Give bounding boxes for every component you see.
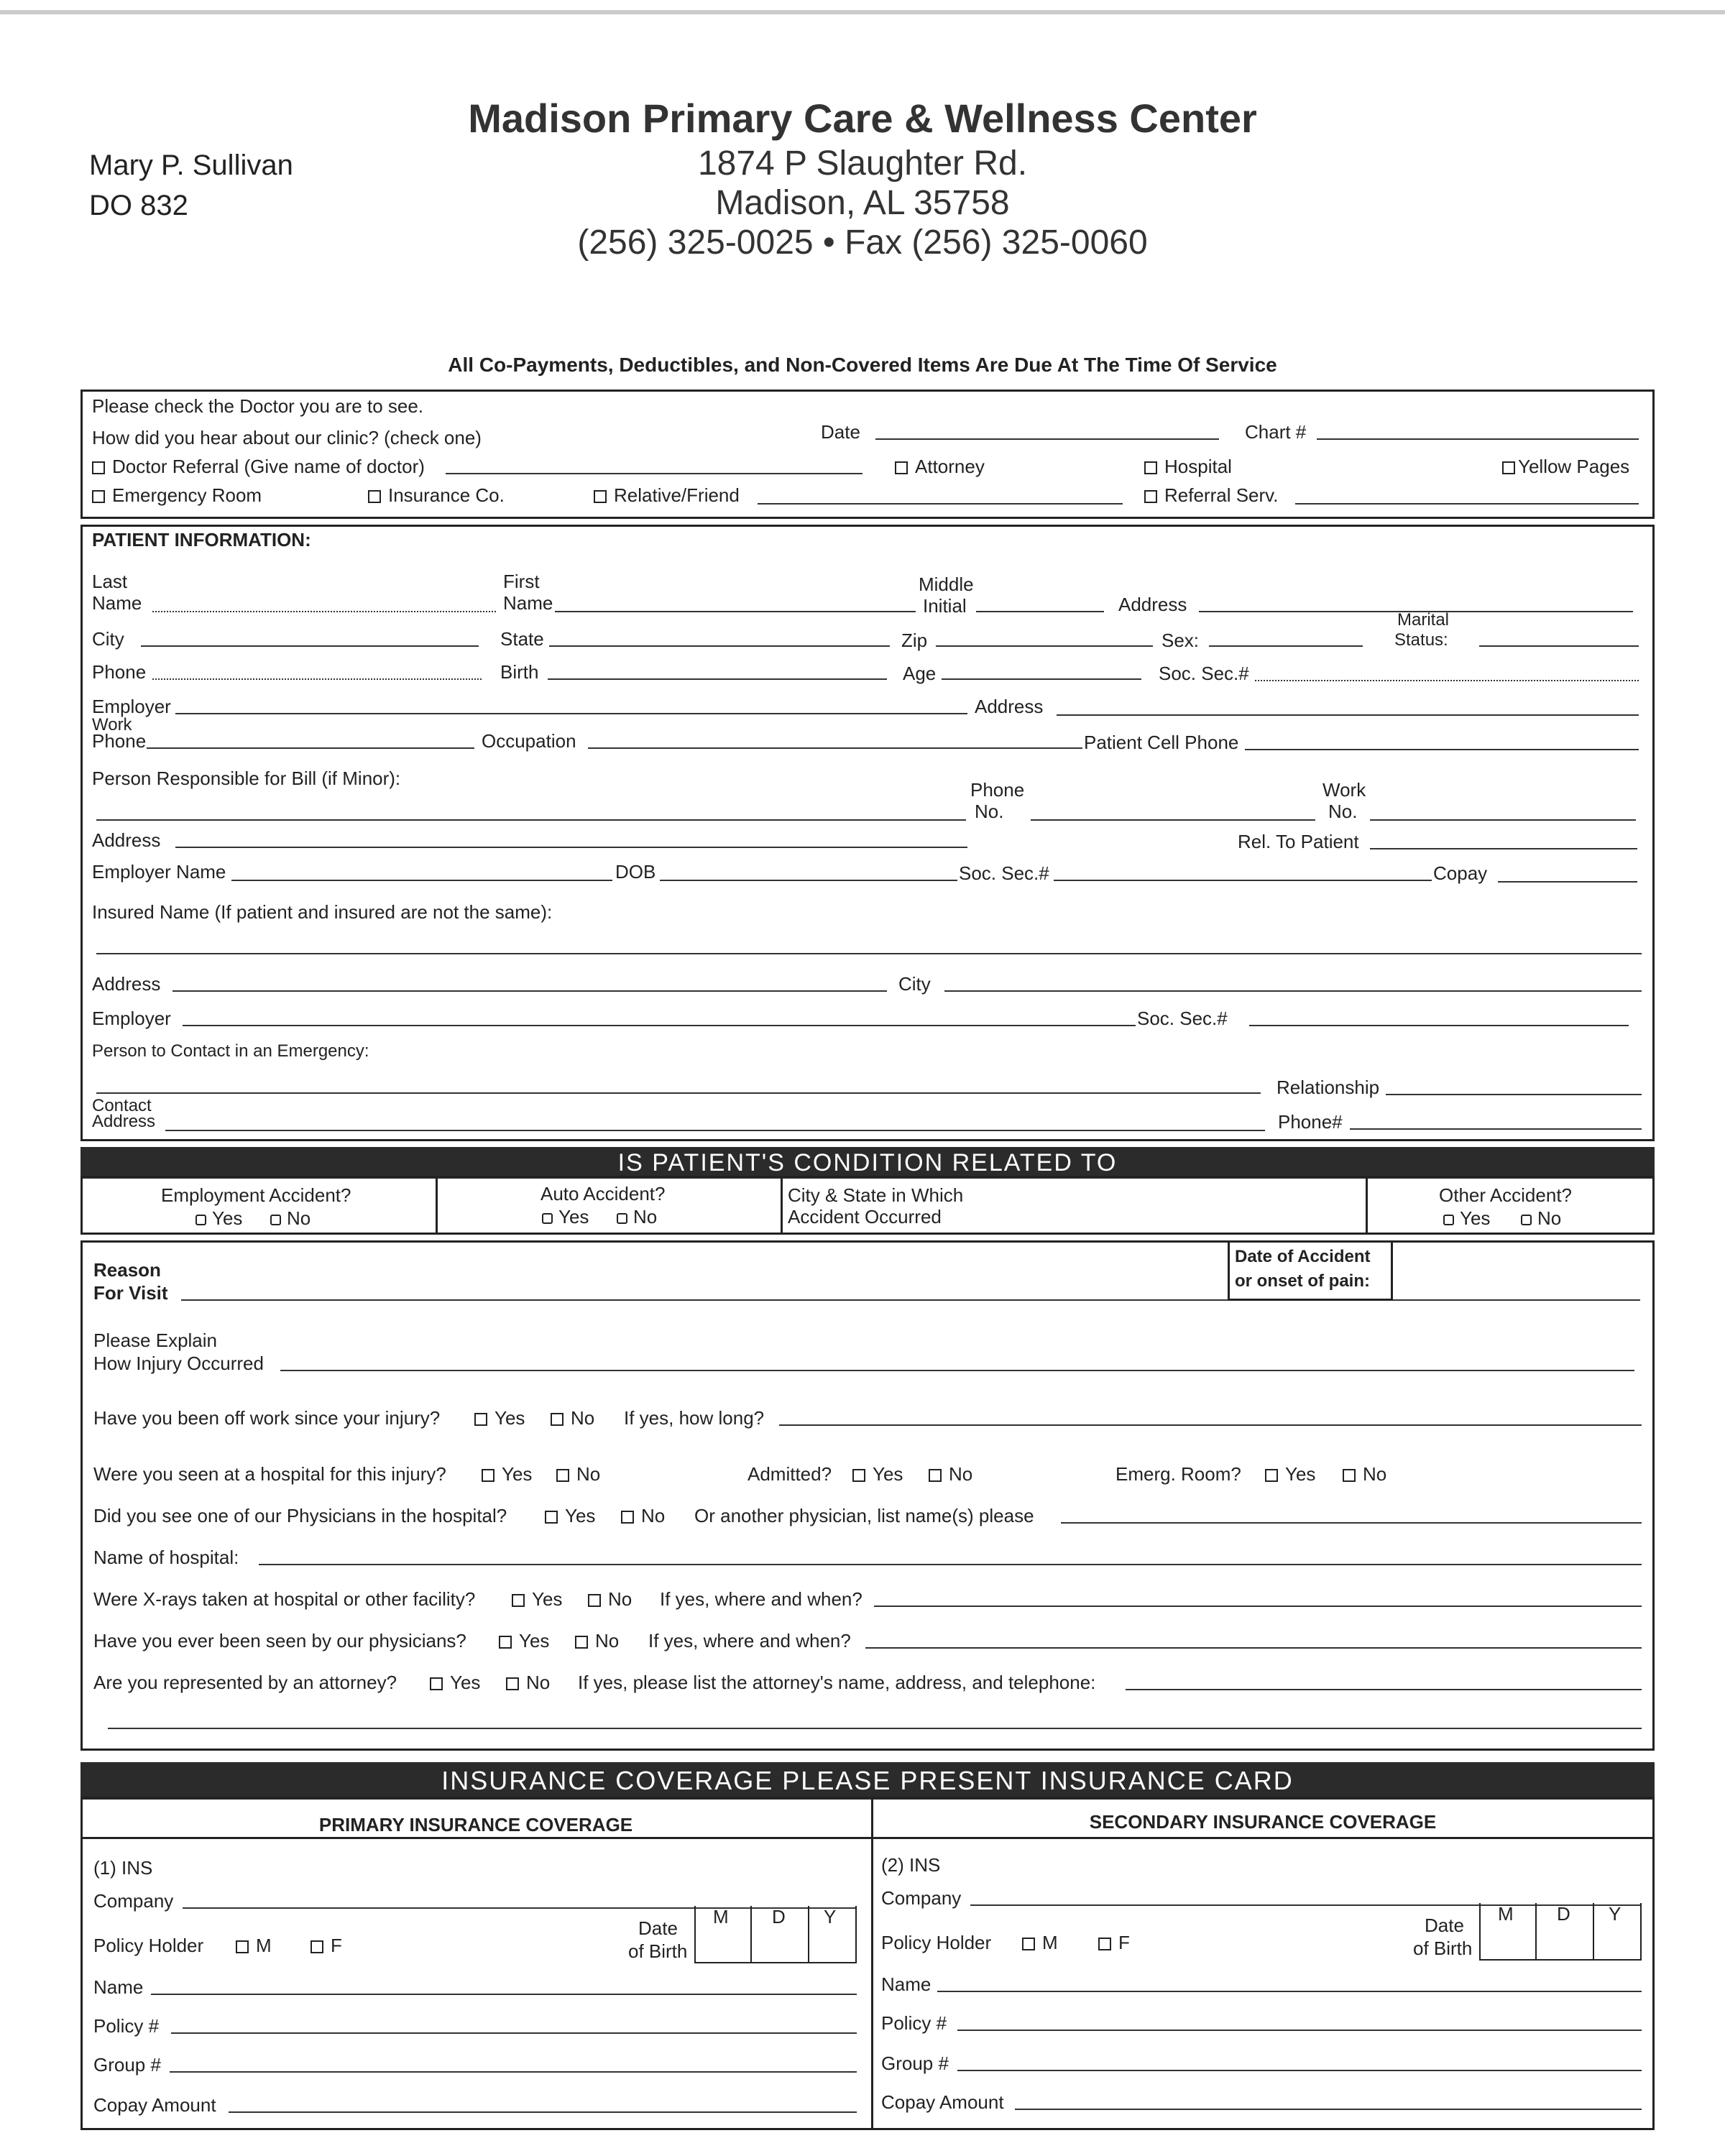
- checkbox[interactable]: [1144, 461, 1157, 474]
- resp-soc-sec-label: Soc. Sec.#: [959, 862, 1049, 884]
- no-label: No: [571, 1407, 595, 1429]
- address-label: Address: [1118, 594, 1187, 615]
- date-accident-label-2: or onset of pain:: [1235, 1271, 1370, 1291]
- secondary-of-birth-label: of Birth: [1413, 1938, 1473, 1959]
- phone-no-label-b: No.: [975, 801, 1004, 822]
- last-name-field[interactable]: [152, 611, 496, 612]
- secondary-policy-label: Policy #: [881, 2012, 947, 2034]
- checkbox[interactable]: [482, 1469, 494, 1482]
- secondary-m-option[interactable]: [1022, 1932, 1058, 1953]
- dob-divider: [1535, 1903, 1537, 1961]
- secondary-dob-y: Y: [1609, 1903, 1622, 1925]
- primary-date-label: Date: [638, 1917, 678, 1939]
- m-label: M: [1042, 1932, 1058, 1953]
- secondary-group-field[interactable]: [957, 2070, 1642, 2071]
- hospital-option[interactable]: [1144, 456, 1232, 477]
- our-physicians-yes-option[interactable]: [545, 1505, 595, 1526]
- seen-before-question: Have you ever been seen by our physicians?: [93, 1630, 466, 1651]
- insurance-box: [80, 1797, 1655, 2130]
- checkbox[interactable]: [1022, 1938, 1035, 1950]
- xrays-yes-option[interactable]: [512, 1588, 562, 1610]
- phone-label: Phone: [92, 661, 147, 683]
- primary-policy-field[interactable]: [171, 2032, 857, 2034]
- checkbox[interactable]: [1521, 1215, 1532, 1225]
- no-label: No: [641, 1505, 666, 1526]
- how-long-label: If yes, how long?: [624, 1407, 765, 1429]
- last-label: Last: [92, 571, 128, 592]
- insured-city-field[interactable]: [944, 990, 1642, 992]
- no-label: No: [595, 1630, 620, 1651]
- our-physicians-no-option[interactable]: [621, 1505, 665, 1526]
- emergency-room-label: Emergency Room: [112, 484, 262, 506]
- seen-hospital-no-option[interactable]: [556, 1463, 600, 1485]
- employer-label: Employer: [92, 696, 171, 717]
- copay-field[interactable]: [1498, 881, 1637, 883]
- primary-m-option[interactable]: [236, 1935, 272, 1956]
- work-no-label-b: No.: [1328, 801, 1358, 822]
- name-hospital-field[interactable]: [259, 1564, 1642, 1565]
- checkbox[interactable]: [1265, 1469, 1278, 1482]
- attorney-question: Are you represented by an attorney?: [93, 1672, 397, 1693]
- how-injury-label: How Injury Occurred: [93, 1353, 264, 1374]
- primary-policy-holder-label: Policy Holder: [93, 1935, 204, 1956]
- checkbox[interactable]: [368, 490, 381, 503]
- xrays-where-field[interactable]: [874, 1606, 1642, 1607]
- primary-copay-label: Copay Amount: [93, 2094, 216, 2116]
- first-label: First: [503, 571, 540, 592]
- birth-label: Birth: [500, 661, 539, 683]
- auto-accident-label: Auto Accident?: [540, 1183, 666, 1204]
- age-field[interactable]: [942, 678, 1141, 680]
- how-long-field[interactable]: [779, 1424, 1642, 1426]
- status-label: Status:: [1394, 630, 1448, 650]
- employer-address-label: Address: [975, 696, 1044, 717]
- checkbox[interactable]: [310, 1940, 323, 1953]
- date-accident-field[interactable]: [1393, 1299, 1640, 1301]
- xrays-question: Were X-rays taken at hospital or other facility?: [93, 1588, 476, 1610]
- seen-before-where-field[interactable]: [865, 1647, 1642, 1649]
- hospital-label: Hospital: [1164, 456, 1232, 477]
- ins1-label: (1) INS: [93, 1857, 153, 1879]
- zip-field[interactable]: [936, 645, 1153, 647]
- dob-divider: [1593, 1903, 1594, 1961]
- admitted-no-option[interactable]: [929, 1463, 972, 1485]
- resp-soc-sec-field[interactable]: [1054, 880, 1432, 881]
- checkbox[interactable]: [499, 1636, 512, 1649]
- emergency-contact-field[interactable]: [96, 1092, 1261, 1094]
- checkbox[interactable]: [430, 1677, 443, 1690]
- checkbox[interactable]: [92, 461, 105, 474]
- emerg-room-no-option[interactable]: [1343, 1463, 1386, 1485]
- secondary-copay-field[interactable]: [1015, 2109, 1642, 2110]
- contact-phone-label: Phone#: [1278, 1111, 1343, 1133]
- clinic-name: Madison Primary Care & Wellness Center: [468, 96, 1257, 141]
- date-accident-label-1: Date of Accident: [1235, 1247, 1371, 1266]
- employment-yes-option[interactable]: [196, 1207, 242, 1229]
- other-no-option[interactable]: [1521, 1207, 1561, 1229]
- checkbox[interactable]: [895, 461, 908, 474]
- checkbox[interactable]: [852, 1469, 865, 1482]
- our-physicians-question: Did you see one of our Physicians in the hospital?: [93, 1505, 507, 1526]
- date-field[interactable]: [875, 438, 1219, 440]
- employer-address-field[interactable]: [1057, 714, 1639, 716]
- doctor-name: Mary P. Sullivan: [89, 149, 293, 181]
- contact-label: Contact: [92, 1096, 152, 1115]
- soc-sec-field[interactable]: [1255, 680, 1639, 681]
- checkbox[interactable]: [270, 1215, 281, 1225]
- age-label: Age: [903, 663, 937, 684]
- clinic-phones: (256) 325-0025 • Fax (256) 325-0060: [577, 224, 1148, 262]
- checkbox[interactable]: [512, 1594, 525, 1607]
- referral-serv-field[interactable]: [1295, 503, 1639, 505]
- checkbox[interactable]: [542, 1213, 553, 1224]
- xrays-no-option[interactable]: [588, 1588, 632, 1610]
- dob-label: DOB: [615, 861, 656, 883]
- primary-dob-d: D: [772, 1906, 786, 1927]
- responsible-phone-field[interactable]: [1031, 819, 1315, 821]
- how-injury-field[interactable]: [280, 1370, 1634, 1371]
- date-label: Date: [821, 421, 860, 443]
- work-phone-field[interactable]: [147, 747, 474, 749]
- checkbox[interactable]: [551, 1413, 564, 1426]
- checkbox[interactable]: [1443, 1215, 1454, 1225]
- seen-hospital-question: Were you seen at a hospital for this injury?: [93, 1463, 446, 1485]
- referral-serv-option[interactable]: [1144, 484, 1278, 506]
- secondary-copay-label: Copay Amount: [881, 2091, 1004, 2113]
- yes-label: Yes: [558, 1206, 589, 1227]
- relative-friend-field[interactable]: [758, 503, 1123, 505]
- doctor-referral-label: Doctor Referral (Give name of doctor): [112, 456, 425, 477]
- checkbox[interactable]: [575, 1636, 588, 1649]
- contact-phone-field[interactable]: [1350, 1128, 1642, 1130]
- yes-label: Yes: [494, 1407, 525, 1429]
- off-work-no-option[interactable]: [551, 1407, 594, 1429]
- city-state-label-2: Accident Occurred: [788, 1206, 942, 1227]
- yellow-pages-label: Yellow Pages: [1518, 456, 1630, 477]
- another-physician-label: Or another physician, list name(s) please: [694, 1505, 1034, 1526]
- soc-sec-label: Soc. Sec.#: [1159, 663, 1249, 684]
- emerg-room-label: Emerg. Room?: [1116, 1463, 1241, 1485]
- primary-name-label: Name: [93, 1976, 144, 1998]
- condition-divider: [1366, 1176, 1368, 1235]
- city-label: City: [92, 628, 124, 650]
- work-label: Work: [92, 715, 132, 734]
- rel-to-patient-label: Rel. To Patient: [1238, 831, 1359, 852]
- condition-bar: IS PATIENT'S CONDITION RELATED TO: [80, 1147, 1655, 1179]
- checkbox[interactable]: [92, 490, 105, 503]
- doctor-id: DO 832: [89, 190, 188, 221]
- m-label: M: [256, 1935, 272, 1956]
- zip-label: Zip: [901, 630, 928, 651]
- f-label: F: [331, 1935, 342, 1956]
- secondary-dob-m: M: [1498, 1903, 1514, 1925]
- no-label: No: [633, 1206, 658, 1227]
- employer-name-field[interactable]: [231, 880, 612, 881]
- patient-info-title: PATIENT INFORMATION:: [92, 529, 311, 550]
- dob-field[interactable]: [660, 880, 957, 881]
- first-name-field[interactable]: [555, 611, 916, 612]
- insurance-bar: INSURANCE COVERAGE PLEASE PRESENT INSURANCE CARD: [80, 1762, 1655, 1800]
- phone-field[interactable]: [152, 678, 482, 680]
- no-label: No: [949, 1463, 973, 1485]
- yellow-pages-option[interactable]: [1502, 456, 1629, 477]
- phone-no-label-a: Phone: [970, 779, 1025, 801]
- relative-friend-option[interactable]: [594, 484, 740, 506]
- primary-policy-label: Policy #: [93, 2015, 160, 2037]
- insurance-co-option[interactable]: [368, 484, 505, 506]
- checkbox[interactable]: [545, 1511, 558, 1524]
- attorney-list-field[interactable]: [1126, 1689, 1642, 1690]
- secondary-policy-holder-label: Policy Holder: [881, 1932, 992, 1953]
- chart-label: Chart #: [1245, 421, 1307, 443]
- primary-copay-field[interactable]: [229, 2111, 857, 2113]
- resp-address-label: Address: [92, 829, 161, 851]
- doctor-referral-field[interactable]: [446, 473, 862, 474]
- yes-label: Yes: [212, 1207, 243, 1229]
- relationship-field[interactable]: [1386, 1094, 1642, 1095]
- checkbox[interactable]: [617, 1213, 627, 1224]
- first-name-label: Name: [503, 592, 553, 614]
- checkbox[interactable]: [929, 1469, 942, 1482]
- scan-edge: [0, 10, 1725, 14]
- dob-divider: [750, 1906, 752, 1963]
- primary-f-option[interactable]: [310, 1935, 342, 1956]
- reason-label: Reason: [93, 1259, 161, 1281]
- employer-field[interactable]: [175, 713, 967, 714]
- primary-dob-y: Y: [824, 1906, 837, 1927]
- attorney-list-label: If yes, please list the attorney's name, address, and telephone:: [578, 1672, 1096, 1693]
- insured-city-label: City: [898, 973, 931, 995]
- sex-label: Sex:: [1162, 630, 1200, 651]
- no-label: No: [1537, 1207, 1562, 1229]
- name-hospital-label: Name of hospital:: [93, 1547, 239, 1568]
- relative-friend-label: Relative/Friend: [614, 484, 740, 506]
- checkbox[interactable]: [594, 490, 607, 503]
- seen-before-yes-option[interactable]: [499, 1630, 549, 1651]
- auto-no-option[interactable]: [617, 1206, 657, 1227]
- doctor-referral-option[interactable]: [92, 456, 425, 477]
- checkbox[interactable]: [474, 1413, 487, 1426]
- primary-name-field[interactable]: [151, 1994, 857, 1995]
- clinic-address-2: Madison, AL 35758: [715, 184, 1010, 222]
- birth-field[interactable]: [548, 678, 887, 680]
- city-field[interactable]: [141, 645, 479, 647]
- for-visit-label: For Visit: [93, 1282, 168, 1304]
- city-state-label-1: City & State in Which: [788, 1184, 964, 1206]
- secondary-f-option[interactable]: [1098, 1932, 1130, 1953]
- contact-address-field[interactable]: [165, 1130, 1265, 1131]
- attorney-list-field-2[interactable]: [108, 1728, 1642, 1729]
- employment-no-option[interactable]: [270, 1207, 310, 1229]
- check-doctor-text: Please check the Doctor you are to see.: [92, 395, 424, 417]
- work-phone-label: Phone: [92, 730, 147, 752]
- patient-cell-label: Patient Cell Phone: [1084, 732, 1239, 753]
- checkbox[interactable]: [556, 1469, 569, 1482]
- attorney-label: Attorney: [915, 456, 985, 477]
- f-label: F: [1118, 1932, 1130, 1953]
- yes-label: Yes: [565, 1505, 596, 1526]
- insured-address-label: Address: [92, 973, 161, 995]
- attorney-no-option[interactable]: [506, 1672, 550, 1693]
- initial-label: Initial: [923, 595, 967, 617]
- no-label: No: [576, 1463, 601, 1485]
- copay-label: Copay: [1433, 862, 1488, 884]
- condition-divider: [436, 1176, 438, 1235]
- other-accident-label: Other Accident?: [1439, 1184, 1572, 1206]
- yes-label: Yes: [1460, 1207, 1491, 1229]
- secondary-company-label: Company: [881, 1887, 962, 1909]
- yes-label: Yes: [1285, 1463, 1316, 1485]
- insured-name-field[interactable]: [96, 953, 1642, 954]
- checkbox[interactable]: [588, 1594, 601, 1607]
- primary-company-label: Company: [93, 1890, 174, 1912]
- primary-heading: PRIMARY INSURANCE COVERAGE: [318, 1814, 633, 1835]
- secondary-name-field[interactable]: [937, 1991, 1642, 1992]
- insured-address-field[interactable]: [172, 990, 887, 992]
- employment-accident-label: Employment Accident?: [161, 1184, 351, 1206]
- checkbox[interactable]: [621, 1511, 634, 1524]
- relationship-label: Relationship: [1276, 1077, 1380, 1098]
- responsible-work-field[interactable]: [1370, 819, 1636, 821]
- insurance-co-label: Insurance Co.: [388, 484, 505, 506]
- insured-employer-label: Employer: [92, 1008, 171, 1029]
- please-explain-label: Please Explain: [93, 1330, 217, 1351]
- payment-notice: All Co-Payments, Deductibles, and Non-Covered Items Are Due At The Time Of Service: [448, 354, 1277, 376]
- secondary-policy-field[interactable]: [957, 2030, 1642, 2031]
- responsible-label: Person Responsible for Bill (if Minor):: [92, 768, 401, 789]
- off-work-yes-option[interactable]: [474, 1407, 525, 1429]
- responsible-field[interactable]: [96, 819, 966, 821]
- employer-name-label: Employer Name: [92, 861, 226, 883]
- secondary-group-label: Group #: [881, 2053, 949, 2074]
- primary-group-field[interactable]: [170, 2071, 857, 2073]
- primary-dob-m: M: [713, 1906, 729, 1927]
- seen-before-where-label: If yes, where and when?: [648, 1630, 851, 1651]
- insured-soc-sec-field[interactable]: [1249, 1025, 1629, 1026]
- condition-divider: [781, 1176, 783, 1235]
- emerg-room-yes-option[interactable]: [1265, 1463, 1315, 1485]
- middle-label: Middle: [919, 573, 974, 595]
- off-work-question: Have you been off work since your injury?: [93, 1407, 441, 1429]
- emergency-contact-label: Person to Contact in an Emergency:: [92, 1041, 369, 1061]
- seen-before-no-option[interactable]: [575, 1630, 619, 1651]
- no-label: No: [1363, 1463, 1387, 1485]
- yes-label: Yes: [502, 1463, 533, 1485]
- admitted-yes-option[interactable]: [852, 1463, 903, 1485]
- yes-label: Yes: [532, 1588, 563, 1610]
- no-label: No: [608, 1588, 632, 1610]
- insurance-divider: [871, 1797, 873, 2130]
- state-field[interactable]: [549, 645, 890, 647]
- another-physician-field[interactable]: [1061, 1522, 1642, 1524]
- yes-label: Yes: [873, 1463, 903, 1485]
- no-label: No: [287, 1207, 311, 1229]
- reason-field[interactable]: [181, 1299, 1228, 1301]
- insured-employer-field[interactable]: [183, 1025, 1136, 1026]
- attorney-option[interactable]: [895, 456, 985, 477]
- secondary-date-label: Date: [1425, 1915, 1464, 1936]
- admitted-label: Admitted?: [748, 1463, 832, 1485]
- secondary-heading: SECONDARY INSURANCE COVERAGE: [1089, 1811, 1437, 1833]
- insurance-header-line: [80, 1837, 1655, 1839]
- yes-label: Yes: [519, 1630, 550, 1651]
- insured-soc-sec-label: Soc. Sec.#: [1137, 1008, 1228, 1029]
- auto-yes-option[interactable]: [542, 1206, 589, 1227]
- last-name-label: Name: [92, 592, 142, 614]
- work-no-label-a: Work: [1322, 779, 1366, 801]
- seen-hospital-yes-option[interactable]: [482, 1463, 532, 1485]
- contact-address-label: Address: [92, 1112, 156, 1131]
- clinic-address-1: 1874 P Slaughter Rd.: [697, 144, 1028, 183]
- checkbox[interactable]: [1343, 1469, 1356, 1482]
- patient-cell-field[interactable]: [1245, 749, 1639, 750]
- emergency-room-option[interactable]: [92, 484, 262, 506]
- ins2-label: (2) INS: [881, 1854, 941, 1876]
- marital-label: Marital: [1397, 610, 1450, 630]
- rel-to-patient-field[interactable]: [1370, 848, 1637, 849]
- referral-serv-label: Referral Serv.: [1164, 484, 1279, 506]
- secondary-dob-d: D: [1557, 1903, 1570, 1925]
- marital-status-field[interactable]: [1479, 645, 1639, 647]
- yes-label: Yes: [450, 1672, 481, 1693]
- attorney-yes-option[interactable]: [430, 1672, 480, 1693]
- occupation-label: Occupation: [482, 730, 576, 752]
- state-label: State: [500, 628, 544, 650]
- checkbox[interactable]: [506, 1677, 519, 1690]
- secondary-name-label: Name: [881, 1973, 932, 1995]
- primary-of-birth-label: of Birth: [628, 1940, 688, 1962]
- occupation-field[interactable]: [588, 747, 1082, 749]
- insured-name-label: Insured Name (If patient and insured are not the same):: [92, 901, 553, 923]
- primary-group-label: Group #: [93, 2054, 161, 2076]
- other-yes-option[interactable]: [1443, 1207, 1490, 1229]
- no-label: No: [526, 1672, 551, 1693]
- xrays-where-label: If yes, where and when?: [660, 1588, 862, 1610]
- checkbox[interactable]: [1144, 490, 1157, 503]
- resp-address-field[interactable]: [175, 847, 967, 848]
- checkbox[interactable]: [196, 1215, 206, 1225]
- sex-field[interactable]: [1209, 645, 1363, 647]
- how-hear-text: How did you hear about our clinic? (check one): [92, 427, 482, 448]
- dob-divider: [808, 1906, 809, 1963]
- checkbox[interactable]: [1502, 461, 1515, 474]
- checkbox[interactable]: [1098, 1938, 1111, 1950]
- chart-field[interactable]: [1317, 438, 1639, 440]
- middle-initial-field[interactable]: [976, 611, 1104, 612]
- checkbox[interactable]: [236, 1940, 249, 1953]
